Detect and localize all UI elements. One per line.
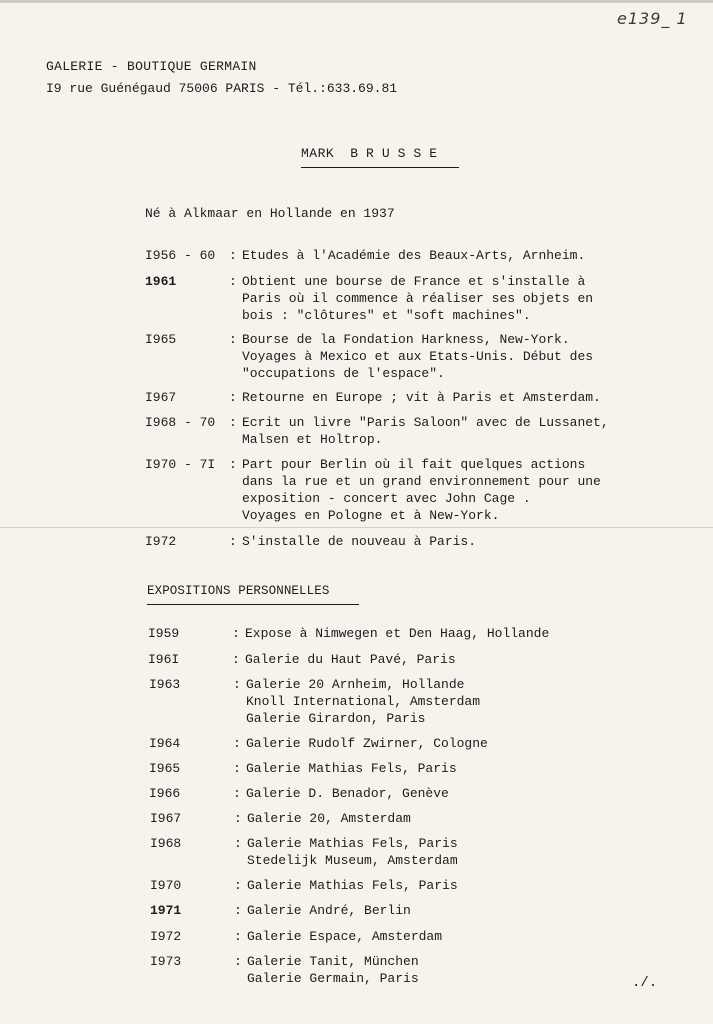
exhibition-year: I972 xyxy=(150,929,182,944)
exhibition-text: Galerie D. Benador, Genève xyxy=(246,786,449,801)
continued-mark: ./. xyxy=(632,975,658,991)
bio-text: Retourne en Europe ; vit à Paris et Amsterdam. xyxy=(242,390,601,405)
bio-text: Ecrit un livre "Paris Saloon" avec de Lussanet, Malsen et Holtrop. xyxy=(242,415,609,447)
title-underline xyxy=(301,167,459,168)
separator: : xyxy=(233,736,241,751)
separator: : xyxy=(229,457,237,472)
exhibition-year: I967 xyxy=(150,811,182,826)
separator: : xyxy=(229,332,237,347)
bio-year: I956 - 60 xyxy=(145,248,216,263)
separator: : xyxy=(233,677,241,692)
bio-year: I965 xyxy=(145,332,177,347)
separator: : xyxy=(234,878,242,893)
exhibition-year: I963 xyxy=(149,677,181,692)
bio-text: Part pour Berlin où il fait quelques actions dans la rue et un grand environnement pour une exposition - concert avec John Cage . Voyages en Pologne et à New-York. xyxy=(242,457,601,523)
bio-year: I967 xyxy=(145,390,177,405)
artist-last-name: BRUSSE xyxy=(350,146,446,161)
artist-first-name: MARK xyxy=(301,146,335,161)
bio-year: I968 - 70 xyxy=(145,415,216,430)
bio-year: 1961 xyxy=(145,274,177,289)
exhibition-text: Galerie du Haut Pavé, Paris xyxy=(245,652,456,667)
separator: : xyxy=(229,248,237,263)
separator: : xyxy=(234,954,242,969)
page-top-edge xyxy=(0,0,713,3)
exhibition-year: I965 xyxy=(149,761,181,776)
exhibition-text: Galerie Mathias Fels, Paris xyxy=(247,878,458,893)
exhibition-text: Galerie 20, Amsterdam xyxy=(247,811,411,826)
bio-text: Obtient une bourse de France et s'installe à Paris où il commence à réaliser ses objets en bois : "clôtures" et "soft machines". xyxy=(242,274,594,323)
exhibition-text: Galerie Mathias Fels, Paris xyxy=(246,761,457,776)
exhibition-year: I964 xyxy=(149,736,181,751)
exhibition-year: I968 xyxy=(150,836,182,851)
separator: : xyxy=(234,811,242,826)
exhibition-text: Galerie Espace, Amsterdam xyxy=(247,929,443,944)
separator: : xyxy=(234,929,242,944)
separator: : xyxy=(232,626,240,641)
bio-year: I972 xyxy=(145,534,177,549)
separator: : xyxy=(233,786,241,801)
birth-statement: Né à Alkmaar en Hollande en 1937 xyxy=(145,206,395,221)
separator: : xyxy=(229,274,237,289)
separator: : xyxy=(229,415,237,430)
bio-text: S'installe de nouveau à Paris. xyxy=(242,534,477,549)
exhibition-year: I973 xyxy=(150,954,182,969)
exhibition-year: I966 xyxy=(149,786,181,801)
gallery-name: GALERIE - BOUTIQUE GERMAIN xyxy=(46,59,257,74)
exhibition-year: I959 xyxy=(148,626,180,641)
exhibition-year: 1971 xyxy=(150,903,182,918)
exhibition-text: Expose à Nimwegen et Den Haag, Hollande xyxy=(245,626,550,641)
exhibitions-heading-underline xyxy=(147,604,359,605)
separator: : xyxy=(233,761,241,776)
exhibition-year: I96I xyxy=(148,652,180,667)
artist-title xyxy=(301,145,445,162)
exhibition-text: Galerie Rudolf Zwirner, Cologne xyxy=(246,736,488,751)
separator: : xyxy=(234,903,242,918)
exhibition-text: Galerie André, Berlin xyxy=(247,903,411,918)
exhibition-year: I970 xyxy=(150,878,182,893)
handwritten-reference: e139_ 1 xyxy=(617,9,688,28)
separator: : xyxy=(229,534,237,549)
exhibitions-heading: EXPOSITIONS PERSONNELLES xyxy=(147,584,330,598)
separator: : xyxy=(234,836,242,851)
separator: : xyxy=(229,390,237,405)
bio-year: I970 - 7I xyxy=(145,457,216,472)
bio-text: Etudes à l'Académie des Beaux-Arts, Arnheim. xyxy=(242,248,586,263)
bio-text: Bourse de la Fondation Harkness, New-York. Voyages à Mexico et aux Etats-Unis. Début des "occupations de l'espace". xyxy=(242,332,594,381)
exhibition-text: Galerie Tanit, München Galerie Germain, Paris xyxy=(247,954,419,986)
separator: : xyxy=(232,652,240,667)
exhibition-text: Galerie 20 Arnheim, Hollande Knoll International, Amsterdam Galerie Girardon, Paris xyxy=(246,677,481,726)
exhibition-text: Galerie Mathias Fels, Paris Stedelijk Museum, Amsterdam xyxy=(247,836,458,868)
paper-fold-line xyxy=(0,527,713,528)
gallery-address: I9 rue Guénégaud 75006 PARIS - Tél.:633.69.81 xyxy=(46,81,398,96)
